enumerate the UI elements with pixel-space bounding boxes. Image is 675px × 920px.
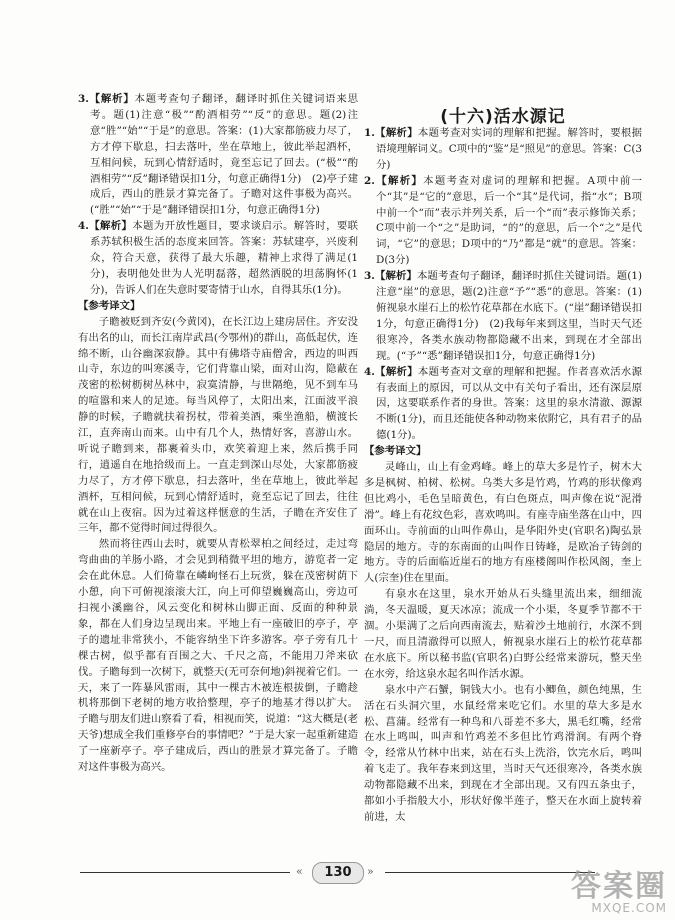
translation-paragraph: 子瞻被贬到齐安(今黄冈)，在长江边上建房居住。齐安没有出名的山，而长江南岸武昌(今鄂州)的群山，高低起伏，连绵不断，山谷幽深寂静。其中有佛塔寺庙僧舍，西边的叫西山寺，东边的叫寒溪寺，它们背靠山梁，面对山沟，隐蔽在茂密的松树枥树丛林中，寂寞清静，与世隔绝，见不到车马的喧嚣和来人的足迹。每当风停了，太阳出来，江面波平浪静的时候，子瞻就扶着拐杖，带着美酒，乘坐渔船，横渡长江，直奔南山而来。山中有几个人，热情好客，喜游山水。听说子瞻到来，都裹着头巾，欢笑着迎上来，然后携手同行，逍遥自在地拾级而上。一直走到深山尽处，大家都筋疲力尽了，方才停下歇息，扫去落叶，坐在草地上，彼此举起酒杯，互相问候，玩到心情舒适时，竟至忘记了回去，往往就在山上夜宿。因为过着这样惬意的生活，子瞻在齐安住了三年，都不觉得时间过得很久。 — [78, 315, 358, 535]
translation-paragraph: 灵峰山，山上有金鸡峰。峰上的草大多是竹子，树木大多是枫树、柏树、松树。乌类大多是竹鸡，竹鸡的形状像鸡但比鸡小，毛色呈暗黄色，有白色斑点，叫声像在说“泥滑滑”。峰上有花纹色彩，喜欢鸣叫。有座寺庙坐落在山中，四面环山。寺前面的山叫作鼻山，是华阳外史(官职名)陶弘景隐居的地方。寺的东南面的山叫作日铸峰，是欧冶子铸剑的地方。寺的后面临近崖石的地方有座楼阁叫作松风阁，奎上人(宗奎)住在里面。 — [364, 461, 642, 585]
answer-item-1: 1.【解析】本题考查对实词的理解和把握。解答时，要根据语境理解词义。C项中的“鉴”是“照见”的意思。答案：C(3分) — [364, 127, 643, 171]
translation-paragraph: 有泉水在这里，泉水开始从石头缝里流出来，细细流淌，冬天温暖，夏天冰凉；流成一个小渠，冬夏季节都不干涸。小渠满了之后向西南流去，贴着沙土地前行，水深不到一尺，而且清澈得可以照人，俯视泉水崖石上的松竹花草都在水底下。所以秘书监(官职名)白野公经常来游玩，整天坐在水旁，给这泉水起名叫作活水源。 — [364, 588, 642, 680]
answer-item-3: 3.【解析】本题考查句子翻译，翻译时抓住关键词语。题(1)注意“崖”的意思，题(2)注意“予”“悉”的意思。答案：(1)俯视泉水崖石上的松竹花草都在水底下。(“崖”翻译错误扣1分，句意正确得1分) (2)我每年来到这里，当时天气还很寒冷，各类水族动物都隐藏不出来，到现在才全部出现。(“予”“悉”翻译错误扣1分，句意正确得1分) — [364, 270, 642, 362]
section-title: (十六)活水源记 — [440, 107, 566, 127]
watermark-url: MXQE.COM — [591, 901, 667, 915]
translation-paragraph: 然而将往西山去时，就要从青松翠柏之间经过，走过弯弯曲曲的羊肠小路，才会见到稍微平坦的地方，游览者一定会在此休息。人们倚靠在嶙峋怪石上玩赏，躲在茂密树荫下小憩，向下可俯视滚滚大江，向上可仰望巍巍高山，旁边可扫视小溪幽谷，风云变化和树林山脚正面、反面的种种景象，都在人们身边呈现出来。平地上有一座破旧的亭子，亭子的遗址非常狭小，不能容纳坐下许多游客。亭子旁有几十棵古树，似乎都有百围之大、千尺之高，不能用刀斧来砍伐。子瞻每到一次树下，就整天(无可奈何地)斜视着它们。一天，来了一阵暴风雷雨，其中一棵古木被连根拔倒，子瞻趁机将那倒下老树的地方收拾整理，亭子的地基才得以扩大。子瞻与朋友们进山察看了看，相视而笑，说道：“这大概是(老天爷)想成全我们重修亭台的事情吧？”于是大家一起重新建造了一座新亭子。亭子建成后，西山的胜景才算完备了。子瞻对这件事极为高兴。 — [78, 538, 358, 774]
answer-item-2: 2.【解析】本题考查对虚词的理解和把握。A项中前一个“其”是“它的”意思，后一个“其”是代词，指“水”；B项中前一个“而”表示并列关系，后一个“而”表示修饰关系；C项中前一个“之”是助词，“的”的意思，后一个“之”是代词，“它”的意思；D项中的“乃”都是“就”的意思。答案：D(3分) — [364, 174, 642, 267]
translation-paragraph: 泉水中产石蟹，铜钱大小。也有小鲫鱼，颜色纯黑，生活在石头洞穴里，水鼠经常来吃它们。水里的草大多是水松、菖蒲。经常有一种鸟和八哥差不多大，黑毛红嘴，经常在水上鸣叫，叫声和竹鸡差不多但比竹鸡滑润。有两个脊令，经常从竹林中出来，站在石头上洗浴，饮完水后，鸣叫着飞走了。我年春来到这里，当时天气还很寒冷，各类水族动物都隐藏不出来，到现在才全部出现。又有四五条虫子，都如小手指般大小，形状好像半莲子，整天在水面上旋转着前进，太 — [364, 683, 642, 823]
reference-translation-heading: 【参考译文】 — [78, 299, 141, 312]
chevron-left-icon: « — [296, 865, 303, 878]
right-column — [364, 92, 642, 826]
watermark — [517, 869, 667, 916]
answer-item-3: 3.【解析】本题考查句子翻译，翻译时抓住关键词语来思考。题(1)注意“极”“酌酒相劳”“反”的意思。题(2)注意“胜”“始”“于是”的意思。答案：(1)大家都筋疲力尽了，方才停下歇息，扫去落叶，坐在草地上，彼此举起酒杯，互相问候，玩到心情舒适时，竟至忘记了回去。(“极”“酌酒相劳”“反”翻译错误扣1分，句意正确得1分) (2)亭子建成后，西山的胜景才算完备了。子瞻对这件事极为高兴。(“胜”“始”“于是”翻译错误扣1分，句意正确得1分) — [78, 93, 359, 217]
page-number: 130 — [312, 862, 364, 884]
left-column — [78, 92, 358, 776]
footer-rule-left — [80, 872, 290, 873]
chevron-right-icon: » — [367, 865, 374, 878]
watermark-logo-text: 答案圈 — [571, 869, 667, 904]
reference-translation-heading: 【参考译文】 — [364, 445, 427, 458]
answer-item-4: 4.【解析】本题为开放性题目，要求谈启示。解答时，要联系苏轼积极生活的态度来回答。答案：苏轼建亭，兴废利众，符合天意，获得了最大乐趣，精神上求得了满足(1分)，表明他处世为人光明磊落，超然洒脱的坦荡胸怀(1分)，告诉人们在失意时要寄情于山水，自得其乐(1分)。 — [78, 220, 358, 296]
answer-item-4: 4.【解析】本题考查对文章的理解和把握。作者喜欢活水源有表面上的原因，可以从文中有关句子看出，还有深层原因，这要联系作者的身世。答案：这里的泉水清澈、源源不断(1分)，而且还能使各种动物来依附它，具有君子的品德(1分)。 — [364, 365, 643, 442]
